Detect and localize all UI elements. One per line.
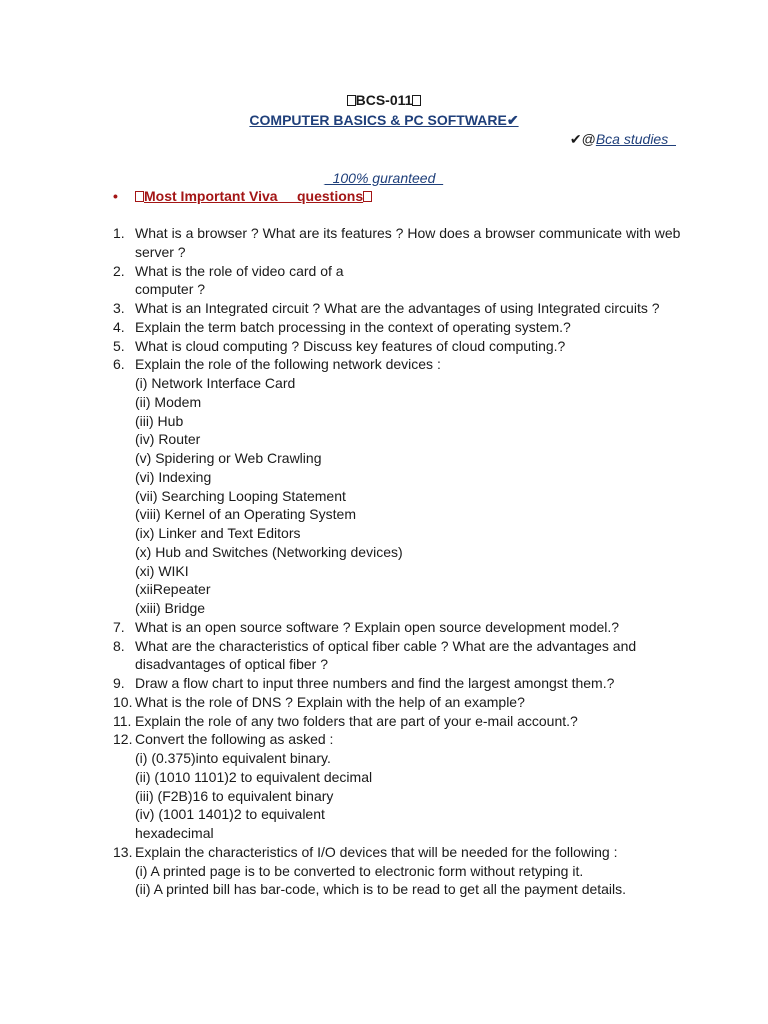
question-line: (i) A printed page is to be converted to electronic form without retyping it.: [135, 862, 584, 879]
question-number: 5.: [113, 337, 125, 354]
question-number: 13.: [113, 843, 133, 860]
handle-text: Bca studies: [595, 131, 676, 147]
question-item: [113, 674, 683, 693]
question-line: (iii) Hub: [135, 412, 184, 429]
author-handle: [570, 130, 676, 148]
question-line: (iii) (F2B)16 to equivalent binary: [135, 787, 334, 804]
question-line: (xiiRepeater: [135, 581, 211, 598]
question-item: [113, 224, 683, 262]
question-number: 11.: [113, 712, 132, 729]
question-number: 8.: [113, 637, 125, 654]
question-line: (xiii) Bridge: [135, 600, 206, 616]
question-line: computer ?: [135, 281, 206, 298]
question-line: (ii) (1010 1101)2 to equivalent decimal: [135, 768, 373, 785]
course-title: COMPUTER BASICS & PC SOFTWARE✔: [249, 112, 519, 128]
question-number: 4.: [113, 318, 125, 335]
question-text: What is a browser ? What are its features ? How does a browser communicate with web: [135, 225, 681, 241]
question-line: (vii) Searching Looping Statement: [135, 487, 346, 504]
symbol-box-icon: [347, 95, 356, 106]
handle-prefix: ✔@: [569, 131, 596, 147]
viva-label: Most Important Viva questions: [144, 188, 364, 204]
question-line: (viii) Kernel of an Operating System: [135, 506, 356, 523]
question-item: [113, 618, 683, 637]
question-line: disadvantages of optical fiber ?: [135, 656, 329, 673]
question-text: What are the characteristics of optical fiber cable ? What are the advantages and: [135, 637, 637, 654]
question-text: Explain the term batch processing in the context of operating system.?: [135, 318, 571, 335]
viva-heading: [113, 187, 372, 205]
question-text: What is the role of DNS ? Explain with the help of an example?: [135, 693, 525, 710]
question-line: (xi) WIKI: [135, 562, 189, 579]
question-line: (v) Spidering or Web Crawling: [135, 450, 322, 466]
question-text: Convert the following as asked :: [135, 731, 334, 748]
question-item: [113, 693, 683, 712]
question-number: 10.: [113, 693, 133, 710]
question-item: [113, 637, 683, 675]
question-line: (ii) A printed bill has bar-code, which is to be read to get all the payment details.: [135, 881, 627, 898]
question-text: Explain the characteristics of I/O devices that will be needed for the following :: [135, 843, 618, 860]
question-line: (ii) Modem: [135, 393, 202, 410]
question-number: 12.: [113, 731, 133, 748]
question-item: [113, 712, 683, 731]
question-item: [113, 730, 683, 843]
question-item: [113, 318, 683, 337]
question-item: [113, 337, 683, 356]
question-line: (ix) Linker and Text Editors: [135, 525, 301, 541]
question-item: [113, 299, 683, 318]
question-item: [113, 355, 683, 618]
question-text: What is an open source software ? Explain open source development model.?: [135, 618, 620, 635]
question-number: 3.: [113, 300, 125, 316]
question-number: 7.: [113, 618, 125, 635]
question-text: What is an Integrated circuit ? What are the advantages of using Integrated circuits ?: [135, 300, 660, 316]
question-item: [113, 262, 683, 300]
question-line: (iv) (1001 1401)2 to equivalent: [135, 806, 325, 823]
question-text: What is cloud computing ? Discuss key features of cloud computing.?: [135, 337, 566, 354]
question-line: (x) Hub and Switches (Networking devices): [135, 543, 403, 560]
question-item: [113, 843, 683, 899]
question-line: (i) Network Interface Card: [135, 375, 296, 391]
question-text: Explain the role of the following network devices :: [135, 356, 441, 373]
question-line: (i) (0.375)into equivalent binary.: [135, 750, 331, 766]
question-line: (iv) Router: [135, 431, 201, 448]
question-list: [113, 224, 683, 899]
symbol-box-icon: [135, 191, 144, 202]
question-number: 2.: [113, 262, 125, 279]
bullet-marker: •: [113, 188, 118, 204]
question-number: 6.: [113, 356, 125, 373]
course-code: BCS-011: [355, 92, 413, 108]
question-text: Draw a flow chart to input three numbers and find the largest amongst them.?: [135, 675, 615, 691]
symbol-box-icon: [363, 191, 372, 202]
question-text: Explain the role of any two folders that are part of your e-mail account.?: [135, 712, 578, 729]
question-line: server ?: [135, 243, 186, 260]
question-number: 9.: [113, 675, 125, 691]
course-code-heading: [0, 91, 768, 109]
symbol-box-icon: [412, 95, 421, 106]
question-line: hexadecimal: [135, 825, 214, 841]
question-number: 1.: [113, 225, 125, 241]
question-line: (vi) Indexing: [135, 468, 212, 485]
question-text: What is the role of video card of a: [135, 262, 344, 279]
guarantee-note: _100% guranteed_: [324, 170, 444, 186]
